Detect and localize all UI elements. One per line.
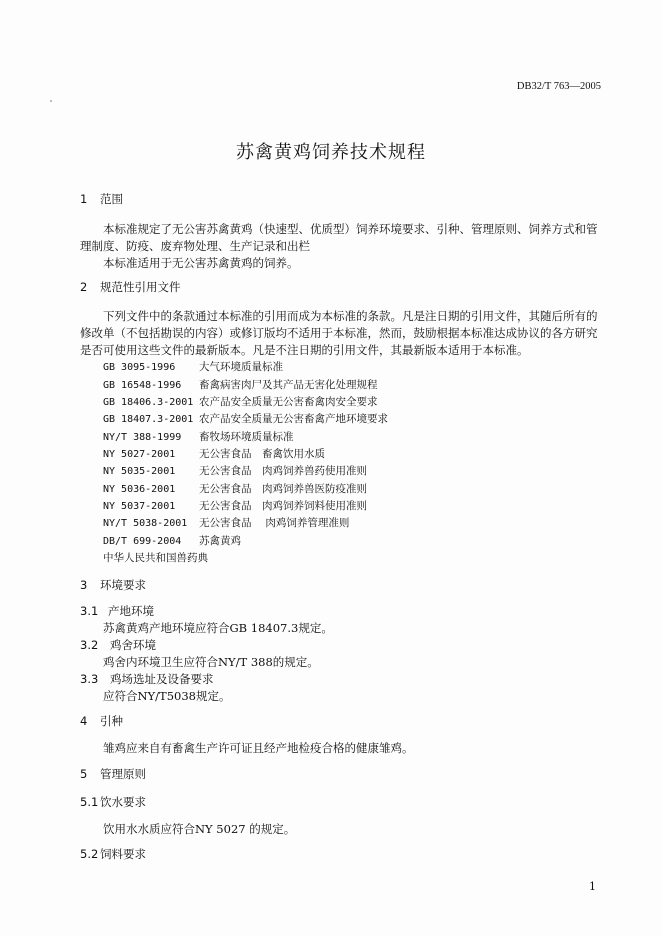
subsection-number: 5.2 (80, 847, 99, 861)
reference-code: GB 3095-1996 (103, 362, 176, 373)
page-number: 1 (589, 880, 596, 893)
paragraph-line: 鸡舍内环境卫生应符合NY/T 388的规定。 (103, 655, 319, 669)
subsection-3-3-heading (80, 671, 214, 687)
paragraph-line: 本标准适用于无公害苏禽黄鸡的饲养。 (103, 256, 299, 270)
section-number: 4 (80, 714, 88, 728)
paragraph-line: 雏鸡应来自有畜禽生产许可证且经产地检疫合格的健康雏鸡。 (103, 741, 414, 755)
paragraph-line: 本标准规定了无公害苏禽黄鸡（快速型、优质型）饲养环境要求、引种、管理原则、饲养方式和管 (103, 222, 598, 236)
paragraph-line: 修改单（不包括勘误的内容）或修订版均不适用于本标准，然而，鼓励根据本标准达成协议的各方研究 (80, 326, 598, 340)
reference-item: 中华人民共和国兽药典 (103, 552, 208, 564)
section-number: 2 (80, 280, 88, 294)
paragraph-line: 是否可使用这些文件的最新版本。凡是不注日期的引用文件，其最新版本适用于本标准。 (80, 343, 529, 357)
subsection-title: 鸡场选址及设备要求 (110, 672, 214, 686)
subsection-title: 鸡舍环境 (110, 638, 156, 652)
section-4-heading (80, 713, 123, 729)
section-title: 引种 (100, 714, 123, 728)
reference-code: NY 5027-2001 (103, 449, 176, 460)
reference-item (103, 533, 241, 548)
reference-name: 农产品安全质量无公害畜禽产地环境要求 (199, 413, 388, 425)
reference-item (103, 429, 294, 444)
reference-name: 无公害食品 畜禽饮用水质 (199, 448, 325, 460)
reference-name: 无公害食品 肉鸡饲养饲料使用准则 (199, 500, 367, 512)
section-title: 管理原则 (100, 767, 146, 781)
section-1-heading (80, 191, 123, 207)
paragraph-line: 下列文件中的条款通过本标准的引用而成为本标准的条款。凡是注日期的引用文件，其随后所有的 (103, 309, 598, 323)
section-title: 范围 (100, 192, 123, 206)
reference-code: NY 5035-2001 (103, 466, 176, 477)
subsection-title: 饮水要求 (100, 795, 146, 809)
subsection-title: 饲料要求 (100, 847, 146, 861)
reference-code: NY 5037-2001 (103, 501, 176, 512)
reference-name: 无公害食品 肉鸡饲养兽药使用准则 (199, 465, 367, 477)
paragraph-line: 应符合NY/T5038规定。 (103, 689, 231, 703)
reference-name: 畜牧场环境质量标准 (199, 431, 294, 443)
reference-item (103, 463, 367, 478)
section-title: 规范性引用文件 (100, 280, 181, 294)
reference-name: 大气环境质量标准 (199, 361, 283, 373)
section-title: 环境要求 (100, 578, 146, 592)
reference-item (103, 498, 367, 513)
reference-item (103, 515, 349, 530)
section-number: 5 (80, 767, 88, 781)
paragraph-line: 理制度、防疫、废弃物处理、生产记录和出栏 (80, 239, 310, 253)
subsection-5-1-heading (80, 794, 146, 810)
paragraph-line: 苏禽黄鸡产地环境应符合GB 18407.3规定。 (103, 621, 333, 635)
reference-code: NY 5036-2001 (103, 484, 176, 495)
reference-code: DB/T 699-2004 (103, 536, 182, 547)
reference-name: 无公害食品 肉鸡饲养管理准则 (199, 517, 350, 529)
reference-item (103, 411, 388, 426)
reference-code: GB 18407.3-2001 (103, 414, 194, 425)
subsection-number: 5.1 (80, 795, 99, 809)
reference-code: NY/T 5038-2001 (103, 518, 188, 529)
reference-code: GB 18406.3-2001 (103, 397, 194, 408)
subsection-number: 3.2 (80, 638, 99, 652)
section-3-heading (80, 577, 146, 593)
scan-speck (50, 100, 52, 102)
paragraph-line: 饮用水水质应符合NY 5027 的规定。 (103, 822, 296, 836)
subsection-number: 3.1 (80, 604, 99, 618)
subsection-5-2-heading (80, 846, 146, 862)
subsection-title: 产地环境 (108, 604, 154, 618)
reference-name: 苏禽黄鸡 (199, 535, 241, 547)
subsection-number: 3.3 (80, 672, 99, 686)
section-2-heading (80, 279, 181, 295)
section-5-heading (80, 766, 146, 782)
reference-code: NY/T 388-1999 (103, 432, 182, 443)
reference-item (103, 481, 367, 496)
reference-name: 无公害食品 肉鸡饲养兽医防疫准则 (199, 483, 367, 495)
reference-code: GB 16548-1996 (103, 380, 182, 391)
reference-item (103, 394, 378, 409)
document-title: 苏禽黄鸡饲养技术规程 (236, 142, 426, 163)
section-number: 1 (80, 192, 88, 206)
reference-name: 农产品安全质量无公害畜禽肉安全要求 (199, 396, 378, 408)
reference-name: 畜禽病害肉尸及其产品无害化处理规程 (199, 379, 378, 391)
section-number: 3 (80, 578, 88, 592)
reference-item (103, 446, 325, 461)
subsection-3-1-heading (80, 603, 154, 619)
standard-code: DB32/T 763—2005 (516, 81, 601, 92)
reference-item (103, 377, 378, 392)
subsection-3-2-heading (80, 637, 156, 653)
reference-item (103, 359, 283, 374)
